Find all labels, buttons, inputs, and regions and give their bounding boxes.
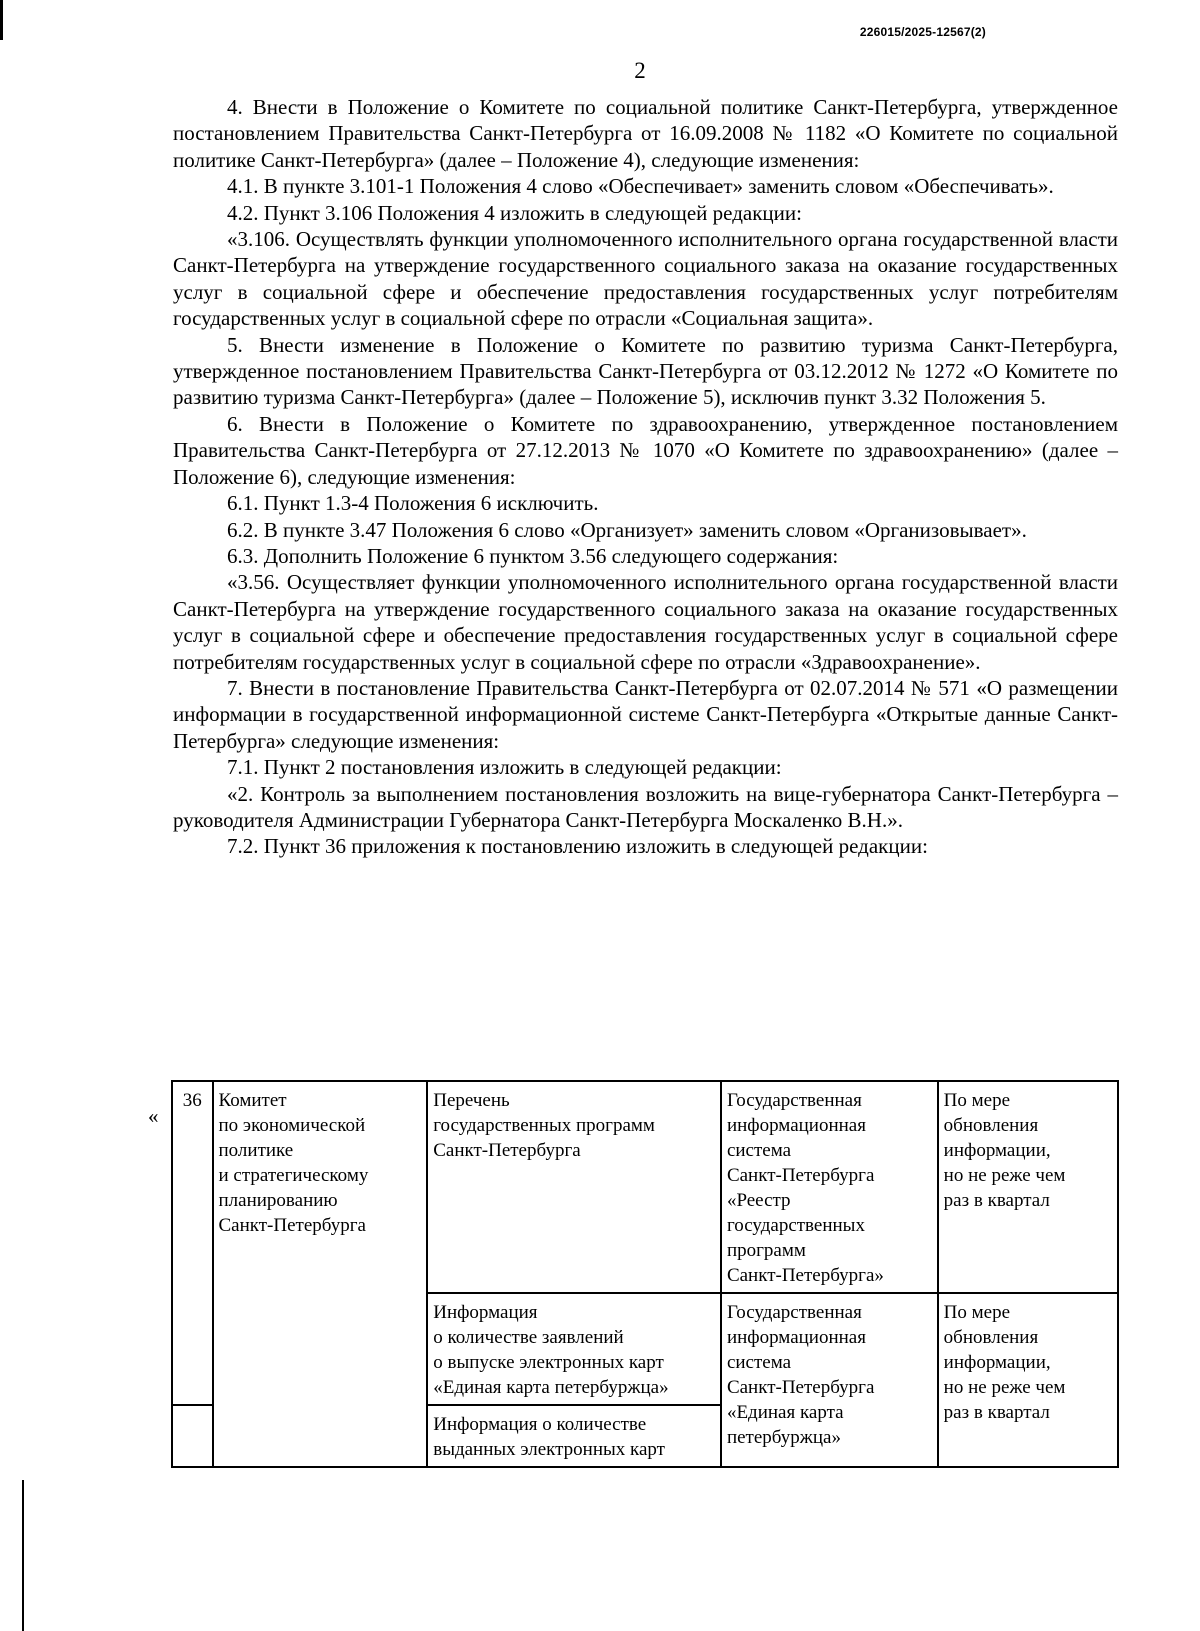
cell-line: Информация о количестве xyxy=(433,1414,647,1435)
document-body xyxy=(173,94,1118,860)
row-number-cell xyxy=(172,1081,213,1405)
cell-line: планированию xyxy=(218,1190,338,1211)
cell-line: политике xyxy=(218,1140,294,1161)
cell-line: раз в квартал xyxy=(943,1190,1050,1211)
cell-line: государственных программ xyxy=(433,1115,655,1136)
paragraph-6-3: 6.3. Дополнить Положение 6 пунктом 3.56 следующего содержания: xyxy=(227,543,839,568)
row-number: 36 xyxy=(182,1090,202,1111)
cell-line: Государственная xyxy=(726,1090,862,1111)
cell-line: выданных электронных карт xyxy=(433,1439,665,1460)
item-36-table xyxy=(171,1080,1119,1468)
cell-line: обновления xyxy=(943,1327,1039,1348)
cell-line: «Реестр xyxy=(726,1190,791,1211)
cell-line: Государственная xyxy=(726,1302,862,1323)
organization-cell xyxy=(213,1081,428,1467)
cell-line: Санкт-Петербурга xyxy=(726,1165,875,1186)
paragraph-4: 4. Внести в Положение о Комитете по социальной политике Санкт-Петербурга, утвержденное постановлением Правительства Санкт-Петербурга от 16.09.2008 № 1182 «О Комитете по социальной политике Санкт-Петербурга» (далее – Положение 4), следующие изменения: xyxy=(173,95,1118,172)
paragraph-4-1: 4.1. В пункте 3.101-1 Положения 4 слово «Обеспечивает» заменить словом «Обеспечивать». xyxy=(227,174,1054,199)
cell-line: раз в квартал xyxy=(943,1402,1050,1423)
row-number-cell xyxy=(172,1405,213,1467)
cell-line: Информация xyxy=(433,1302,538,1323)
cell-line: система xyxy=(726,1352,792,1373)
cell-line: Комитет xyxy=(218,1090,287,1111)
update-period-cell xyxy=(938,1081,1118,1293)
document-number: 226015/2025-12567(2) xyxy=(859,25,986,39)
paragraph-5: 5. Внести изменение в Положение о Комитете по развитию туризма Санкт-Петербурга, утвержденное постановлением Правительства Санкт-Петербурга от 03.12.2012 № 1272 «О Комитете по развитию туризма Санкт-Петербурга» (далее – Положение 5), исключив пункт 3.32 Положения 5. xyxy=(173,332,1118,410)
cell-line: программ xyxy=(726,1240,806,1261)
cell-line: информации, xyxy=(943,1352,1051,1373)
cell-line: По мере xyxy=(943,1302,1011,1323)
page-number: 2 xyxy=(634,58,646,83)
cell-line: но не реже чем xyxy=(943,1165,1066,1186)
table-row xyxy=(172,1081,1118,1293)
cell-line: «Единая карта xyxy=(726,1402,844,1423)
paragraph-2-quote: «2. Контроль за выполнением постановления возложить на вице-губернатора Санкт-Петербурга – руководителя Администрации Губернатора Санкт-Петербурга Москаленко В.Н.». xyxy=(173,781,1118,832)
cell-line: информации, xyxy=(943,1140,1051,1161)
information-cell xyxy=(427,1293,721,1405)
cell-line: о выпуске электронных карт xyxy=(433,1352,664,1373)
cell-line: о количестве заявлений xyxy=(433,1327,624,1348)
system-cell xyxy=(721,1081,938,1293)
cell-line: Санкт-Петербурга xyxy=(218,1215,366,1236)
paragraph-6: 6. Внести в Положение о Комитете по здравоохранению, утвержденное постановлением Правительства Санкт-Петербурга от 27.12.2013 № 1070 «О Комитете по здравоохранению» (далее – Положение 6), следующие изменения: xyxy=(173,411,1118,489)
paragraph-6-1: 6.1. Пункт 1.3-4 Положения 6 исключить. xyxy=(227,491,599,516)
update-period-cell xyxy=(938,1293,1118,1467)
cell-line: Санкт-Петербурга xyxy=(726,1377,875,1398)
cell-line: петербуржца» xyxy=(726,1427,841,1448)
cell-line: По мере xyxy=(943,1090,1011,1111)
cell-line: государственных xyxy=(726,1215,865,1236)
cell-line: но не реже чем xyxy=(943,1377,1066,1398)
scan-edge-mark xyxy=(22,1480,24,1631)
cell-line: по экономической xyxy=(218,1115,366,1136)
cell-line: Санкт-Петербурга» xyxy=(726,1265,884,1286)
paragraph-3-106-quote: «3.106. Осуществлять функции уполномоченного исполнительного органа государственной власти Санкт-Петербурга на утверждение государственного социального заказа на оказание государственных услуг в социальной сфере и обеспечение предоставления государственных услуг потребителям государственных услуг в социальной сфере по отрасли «Социальная защита». xyxy=(173,227,1118,331)
cell-line: информационная xyxy=(726,1115,866,1136)
paragraph-6-2: 6.2. В пункте 3.47 Положения 6 слово «Организует» заменить словом «Организовывает». xyxy=(227,517,1027,542)
paragraph-7: 7. Внести в постановление Правительства Санкт-Петербурга от 02.07.2014 № 571 «О размещении информации в государственной информационной системе Санкт-Петербурга «Открытые данные Санкт-Петербурга» следующие изменения: xyxy=(173,675,1118,753)
information-cell xyxy=(427,1405,721,1467)
cell-line: «Единая карта петербуржца» xyxy=(433,1377,669,1398)
cell-line: Санкт-Петербурга xyxy=(433,1140,581,1161)
paragraph-7-2: 7.2. Пункт 36 приложения к постановлению изложить в следующей редакции: xyxy=(227,834,928,859)
cell-line: и стратегическому xyxy=(218,1165,369,1186)
cell-line: информационная xyxy=(726,1327,866,1348)
cell-line: обновления xyxy=(943,1115,1039,1136)
table-open-quote: « xyxy=(148,1104,159,1128)
paragraph-3-56-quote: «3.56. Осуществляет функции уполномоченного исполнительного органа государственной власти Санкт-Петербурга на утверждение государственного социального заказа на оказание государственных услуг в социальной сфере и обеспечение предоставления государственных услуг в социальной сфере потребителям государственных услуг в социальной сфере по отрасли «Здравоохранение». xyxy=(173,570,1118,674)
scan-edge-mark xyxy=(0,0,3,40)
paragraph-7-1: 7.1. Пункт 2 постановления изложить в следующей редакции: xyxy=(227,755,782,780)
cell-line: система xyxy=(726,1140,792,1161)
system-cell xyxy=(721,1293,938,1467)
cell-line: Перечень xyxy=(433,1090,510,1111)
paragraph-4-2: 4.2. Пункт 3.106 Положения 4 изложить в следующей редакции: xyxy=(227,200,802,225)
information-cell xyxy=(427,1081,721,1293)
